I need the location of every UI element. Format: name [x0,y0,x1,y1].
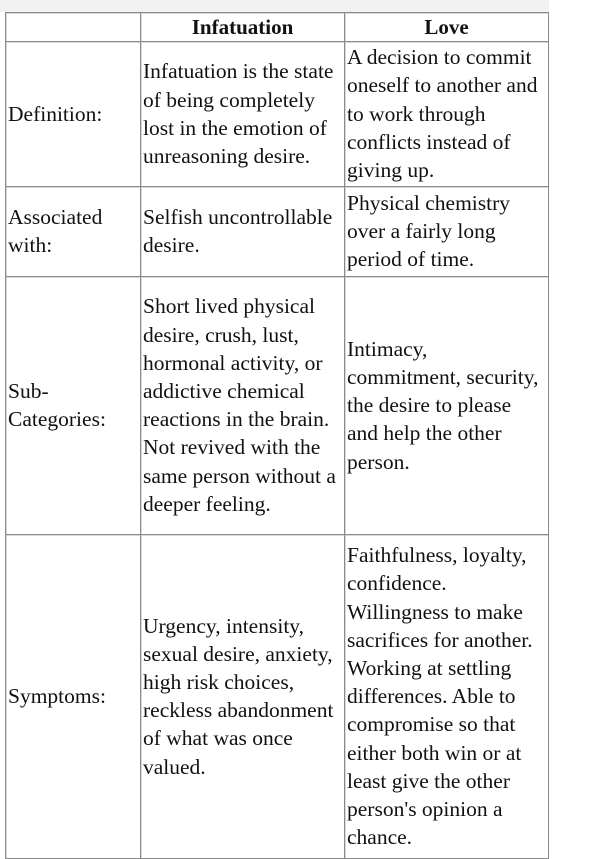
header-infatuation: Infatuation [141,13,345,42]
header-row [6,13,549,42]
table-row-associated [6,187,549,277]
cell-infatuation-definition: Infatuation is the state of being completely lost in the emotion of unreasoning desire. [141,42,345,187]
cell-love-definition: A decision to commit oneself to another and to work through conflicts instead of giving up. [345,42,549,187]
cell-infatuation-associated: Selfish uncontrollable desire. [141,187,345,277]
header-love: Love [345,13,549,42]
row-label-definition: Definition: [6,42,141,187]
row-label-symptoms: Symptoms: [6,535,141,859]
header-empty-cell [6,13,141,42]
cell-love-associated: Physical chemistry over a fairly long period of time. [345,187,549,277]
cell-infatuation-symptoms: Urgency, intensity, sexual desire, anxiety, high risk choices, reckless abandonment of what was once valued. [141,535,345,859]
cell-love-symptoms: Faithfulness, loyalty, confidence. Willingness to make sacrifices for another. Working at settling differences. Able to compromise so that either both win or at least give the other person's opinion a chance. [345,535,549,859]
right-margin [549,0,602,847]
cell-infatuation-subcategories: Short lived physical desire, crush, lust, hormonal activity, or addictive chemical reactions in the brain. Not revived with the same person without a deeper feeling. [141,277,345,535]
cell-love-subcategories: Intimacy, commitment, security, the desire to please and help the other person. [345,277,549,535]
table-row-symptoms [6,535,549,859]
table-row-subcategories [6,277,549,535]
row-label-subcategories: Sub-Categories: [6,277,141,535]
top-strip [0,0,602,12]
comparison-table [5,12,549,859]
row-label-associated: Associated with: [6,187,141,277]
table-row-definition [6,42,549,187]
